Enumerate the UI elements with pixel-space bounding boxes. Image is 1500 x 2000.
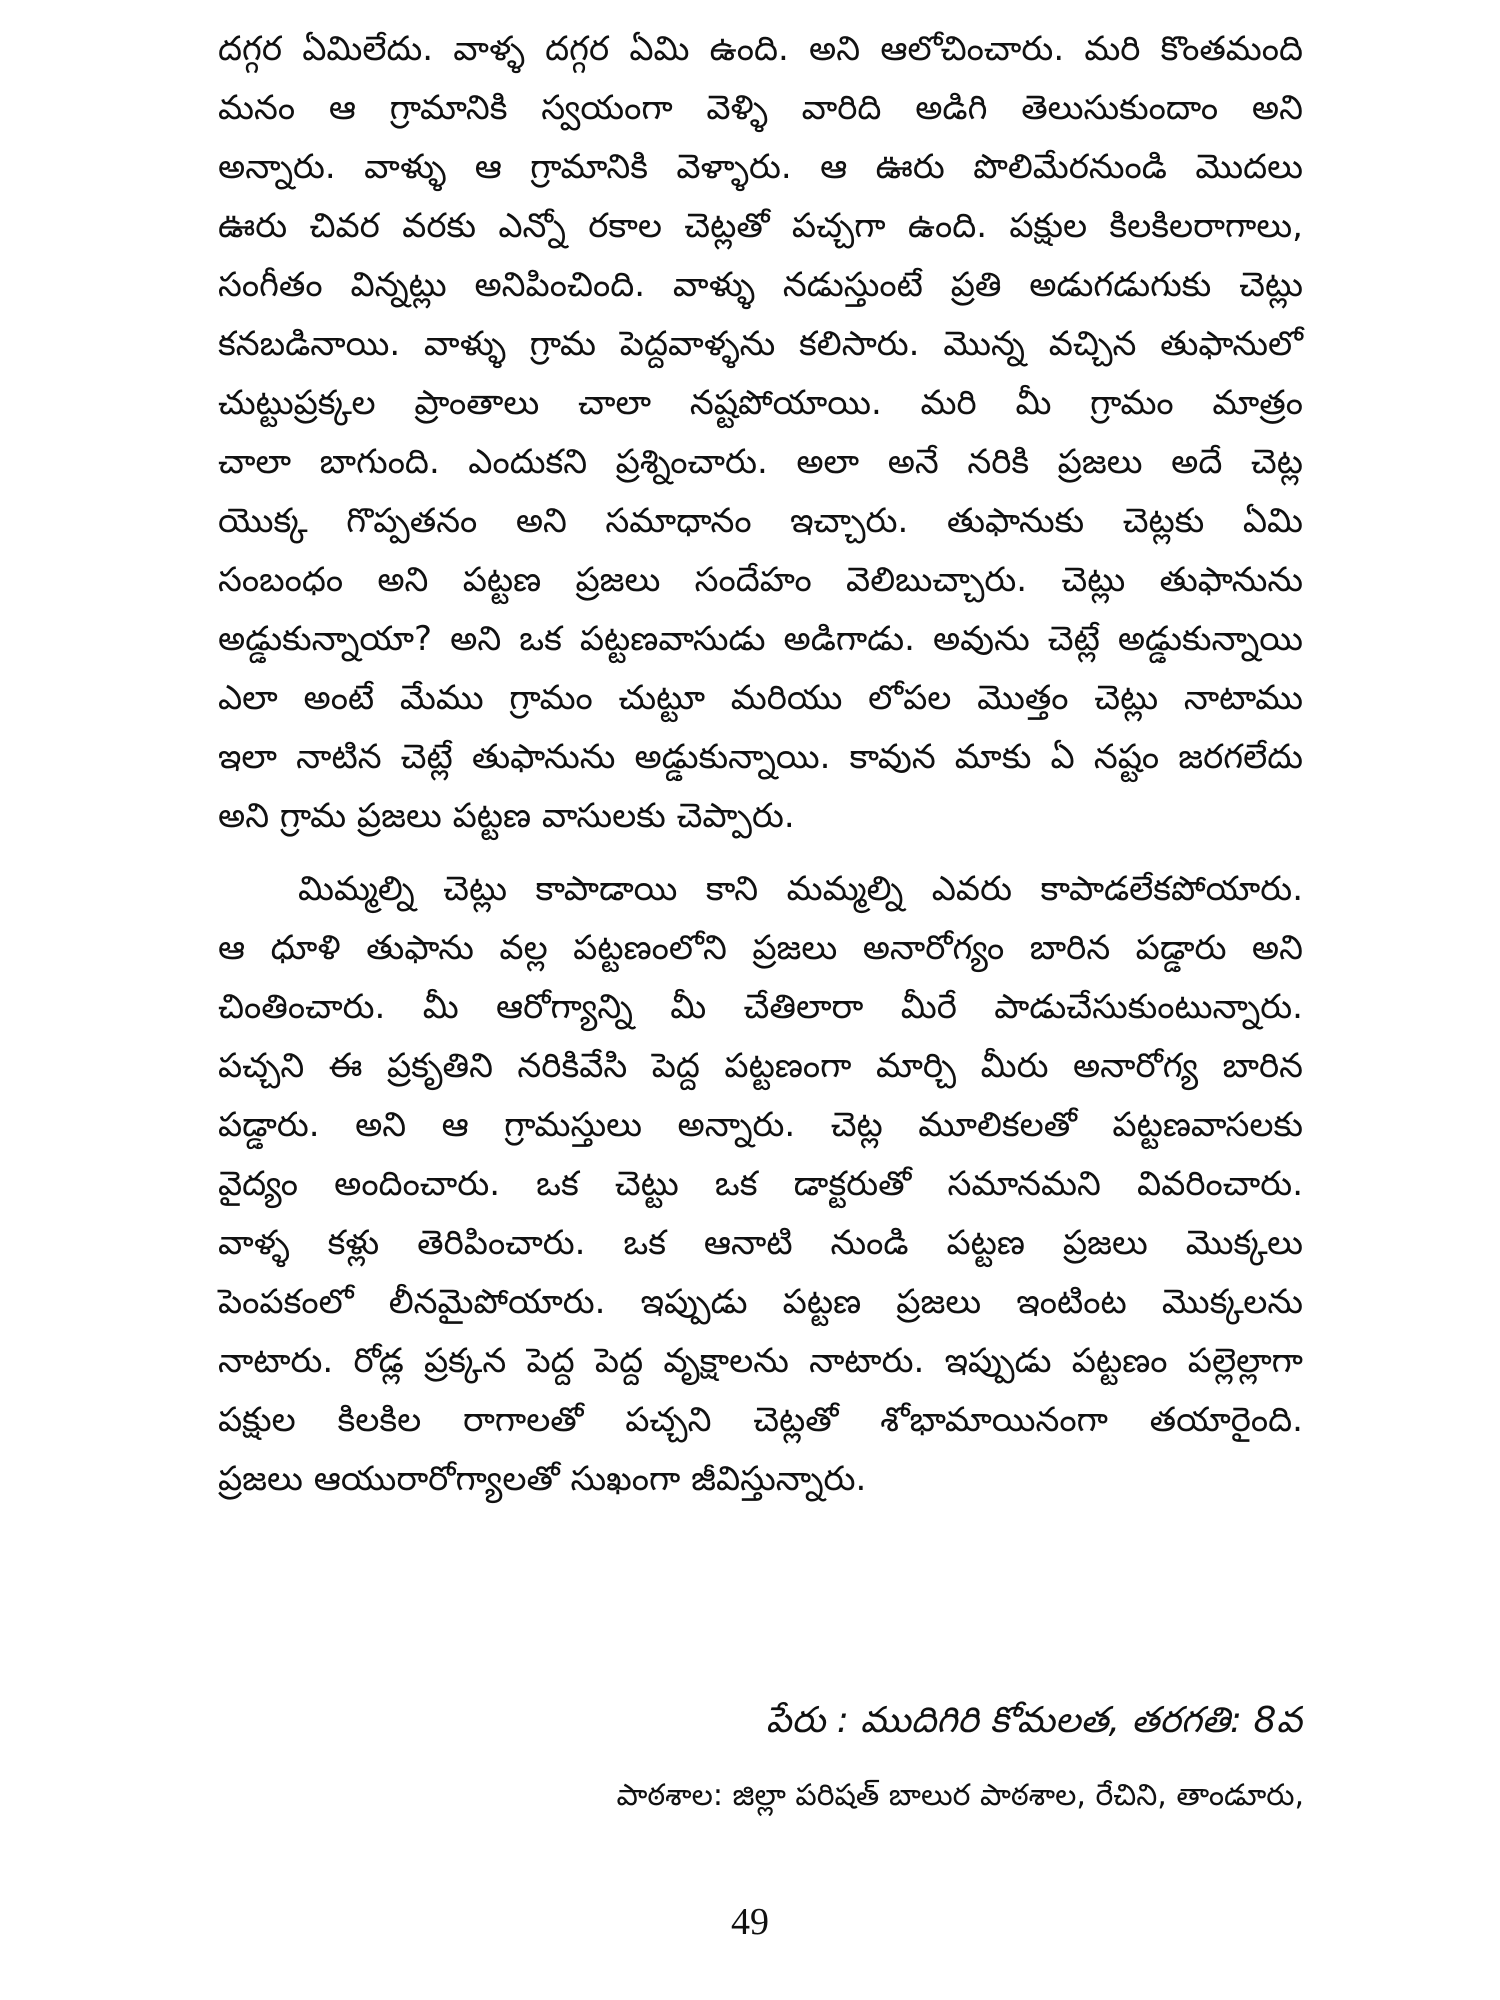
text-line: సంబంధం అని పట్టణ ప్రజలు సందేహం వెలిబుచ్చారు. చెట్లు తుఫానును (218, 560, 1303, 600)
text-line: పెంపకంలో లీనమైపోయారు. ఇప్పుడు పట్టణ ప్రజలు ఇంటింట మొక్కలను (218, 1282, 1303, 1322)
text-line: పడ్డారు. అని ఆ గ్రామస్తులు అన్నారు. చెట్ల మూలికలతో పట్టణవాసలకు (218, 1105, 1303, 1145)
text-line: కనబడినాయి. వాళ్ళు గ్రామ పెద్దవాళ్ళను కలిసారు. మొన్న వచ్చిన తుఫానులో (218, 324, 1303, 364)
text-line: చాలా బాగుంది. ఎందుకని ప్రశ్నించారు. అలా అనే నరికి ప్రజలు అదే చెట్ల (218, 442, 1303, 482)
author-line: పేరు : ముదిగిరి కోమలత, తరగతి: 8వ (765, 1700, 1302, 1741)
text-line: సంగీతం విన్నట్లు అనిపించింది. వాళ్ళు నడుస్తుంటే ప్రతి అడుగడుగుకు చెట్లు (218, 265, 1303, 305)
text-line: ఇలా నాటిన చెట్లే తుఫానును అడ్డుకున్నాయి. కావున మాకు ఏ నష్టం జరగలేదు (218, 737, 1303, 777)
text-line: ప్రజలు ఆయురారోగ్యాలతో సుఖంగా జీవిస్తున్నారు. (218, 1459, 867, 1499)
paragraph-1 (218, 20, 1303, 846)
body-text (218, 20, 1303, 1509)
school-line: పాఠశాల: జిల్లా పరిషత్ బాలుర పాఠశాల, రేచిని, తాండూరు, (616, 1778, 1304, 1813)
text-line: అని గ్రామ ప్రజలు పట్టణ వాసులకు చెప్పారు. (218, 796, 795, 836)
text-line: చుట్టుప్రక్కల ప్రాంతాలు చాలా నష్టపోయాయి. మరి మీ గ్రామం మాత్రం (218, 383, 1303, 423)
text-line: పక్షుల కిలకిల రాగాలతో పచ్చని చెట్లతో శోభామాయినంగా తయారైంది. (218, 1400, 1303, 1440)
text-line: దగ్గర ఏమిలేదు. వాళ్ళ దగ్గర ఏమి ఉంది. అని ఆలోచించారు. మరి కొంతమంది (218, 29, 1303, 69)
text-line: ఆ ధూళి తుఫాను వల్ల పట్టణంలోని ప్రజలు అనారోగ్యం బారిన పడ్డారు అని (218, 928, 1303, 968)
text-line: అడ్డుకున్నాయా? అని ఒక పట్టణవాసుడు అడిగాడు. అవును చెట్లే అడ్డుకున్నాయి (218, 619, 1303, 659)
text-line: మిమ్మల్ని చెట్లు కాపాడాయి కాని మమ్మల్ని ఎవరు కాపాడలేకపోయారు. (298, 869, 1304, 909)
text-line: చింతించారు. మీ ఆరోగ్యాన్ని మీ చేతిలారా మీరే పాడుచేసుకుంటున్నారు. (218, 987, 1303, 1027)
text-line: యొక్క గొప్పతనం అని సమాధానం ఇచ్చారు. తుఫానుకు చెట్లకు ఏమి (218, 501, 1303, 541)
text-line: వైద్యం అందించారు. ఒక చెట్టు ఒక డాక్టరుతో సమానమని వివరించారు. (218, 1164, 1303, 1204)
text-line: నాటారు. రోడ్ల ప్రక్కన పెద్ద పెద్ద వృక్షాలను నాటారు. ఇప్పుడు పట్టణం పల్లెల్లాగా (218, 1341, 1303, 1381)
text-line: ఎలా అంటే మేము గ్రామం చుట్టూ మరియు లోపల మొత్తం చెట్లు నాటాము (218, 678, 1303, 718)
page-number: 49 (731, 1901, 769, 1943)
text-line: మనం ఆ గ్రామానికి స్వయంగా వెళ్ళి వారిది అడిగి తెలుసుకుందాం అని (218, 88, 1303, 128)
text-line: వాళ్ళ కళ్లు తెరిపించారు. ఒక ఆనాటి నుండి పట్టణ ప్రజలు మొక్కలు (218, 1223, 1303, 1263)
text-line: అన్నారు. వాళ్ళు ఆ గ్రామానికి వెళ్ళారు. ఆ ఊరు పొలిమేరనుండి మొదలు (218, 147, 1303, 187)
text-line: ఊరు చివర వరకు ఎన్నో రకాల చెట్లతో పచ్చగా ఉంది. పక్షుల కిలకిలరాగాలు, (218, 206, 1303, 246)
paragraph-2 (218, 860, 1303, 1509)
text-line: పచ్చని ఈ ప్రకృతిని నరికివేసి పెద్ద పట్టణంగా మార్చి మీరు అనారోగ్య బారిన (218, 1046, 1303, 1086)
